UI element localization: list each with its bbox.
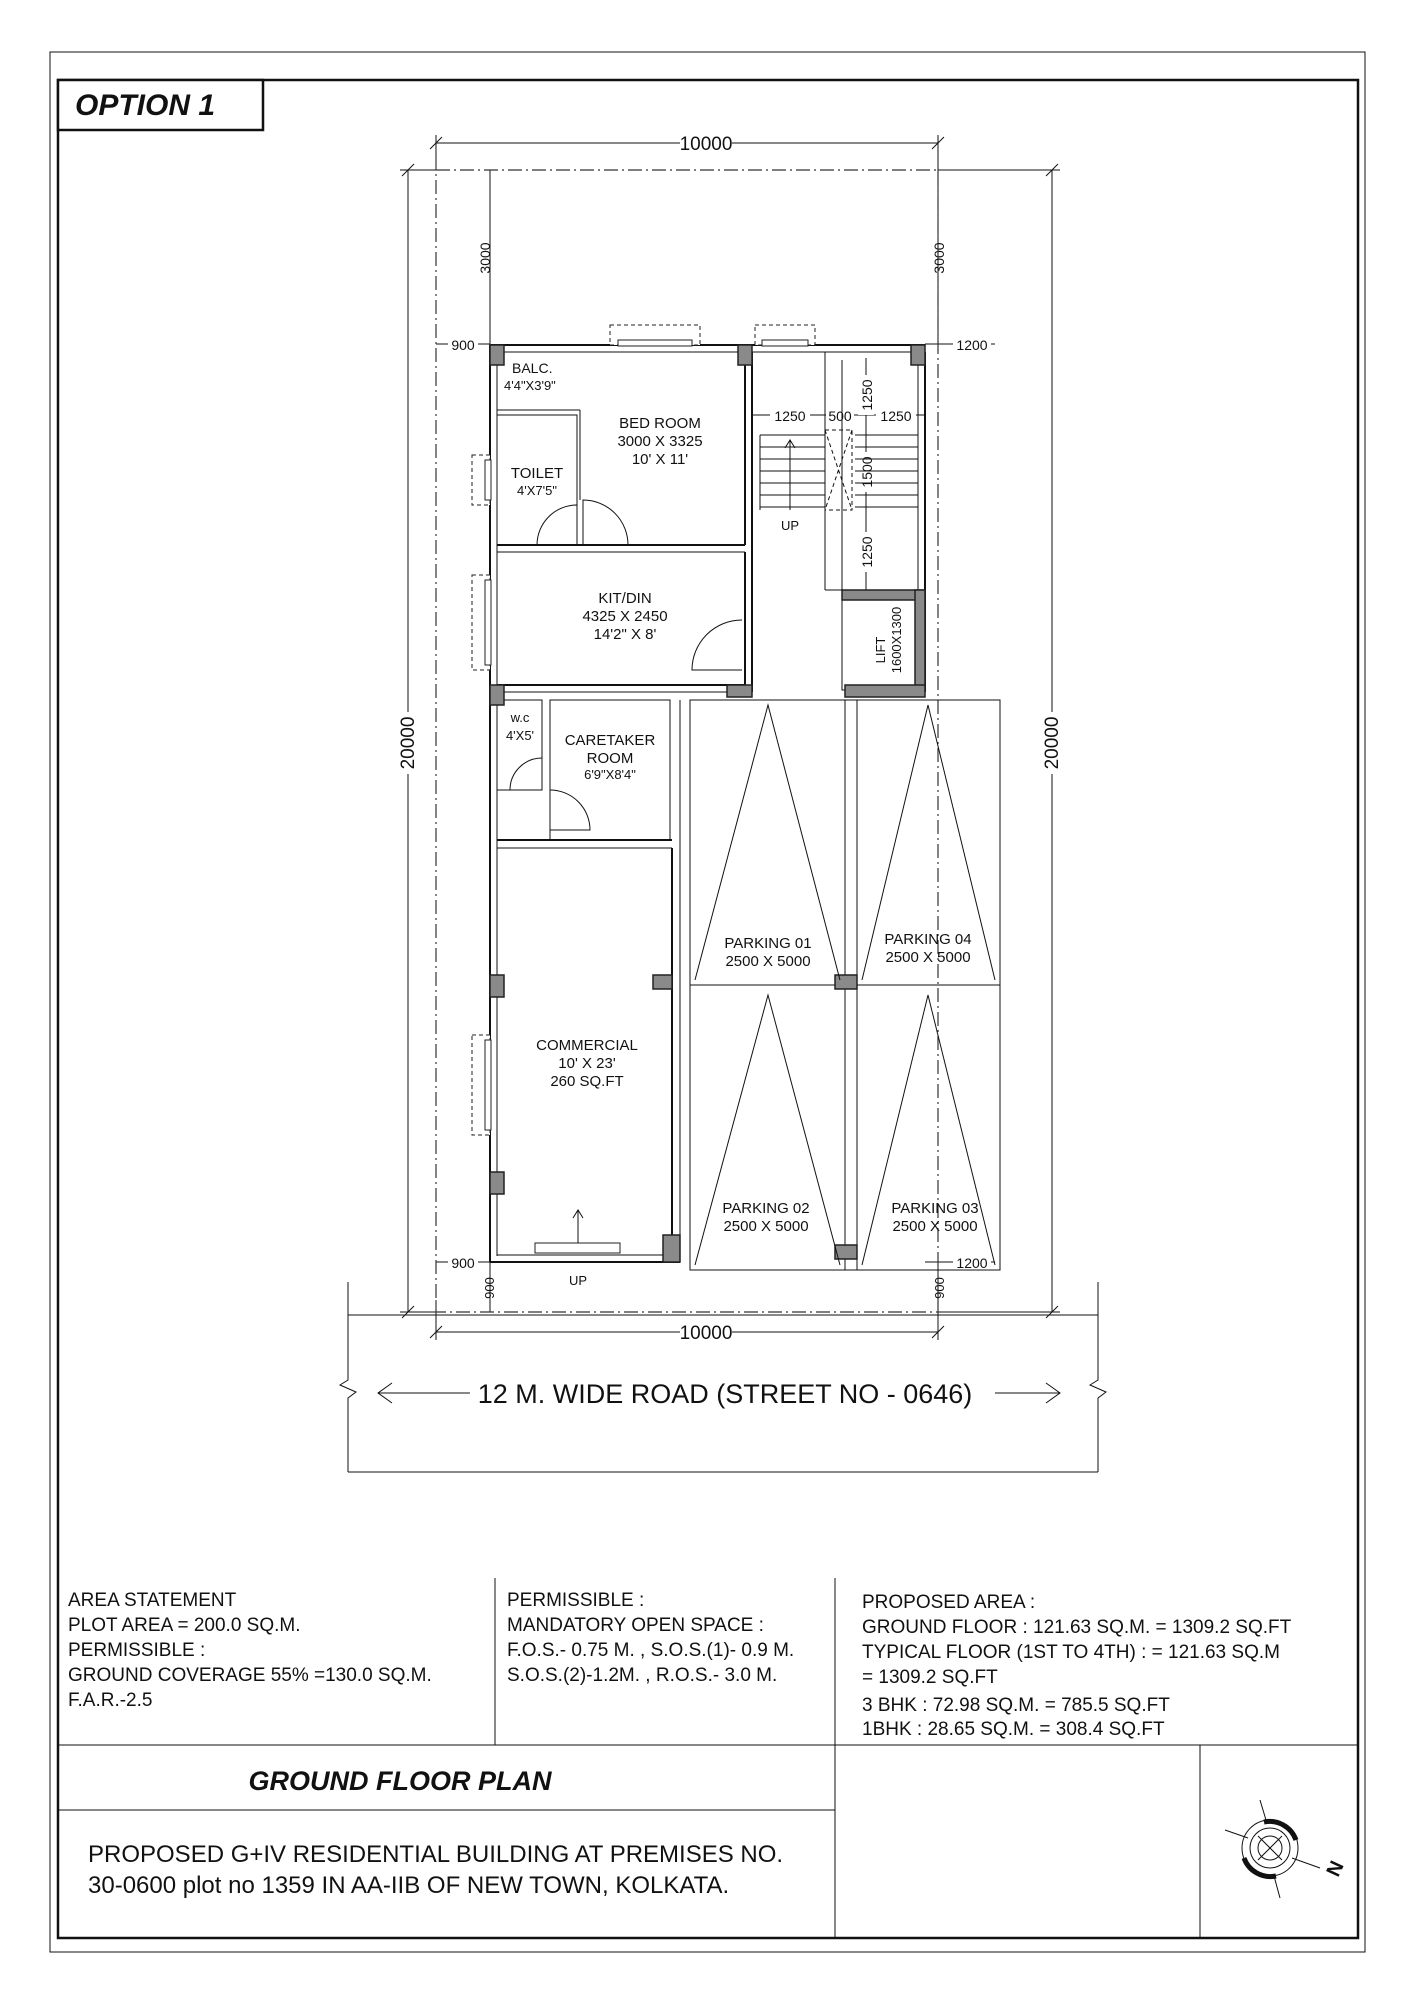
entry-up-label: UP: [568, 1273, 588, 1288]
dim-left-depth: 20000: [398, 716, 419, 770]
proposed-area-line-2: GROUND FLOOR : 121.63 SQ.M. = 1309.2 SQ.FT: [862, 1617, 1292, 1638]
bedroom-size-mm: 3000 X 3325: [617, 433, 703, 450]
staircase: [760, 360, 918, 590]
permissible-line-3: F.O.S.- 0.75 M. , S.O.S.(1)- 0.9 M.: [507, 1640, 795, 1661]
commercial-size: 10' X 23': [558, 1055, 616, 1072]
proposed-area-line-1: PROPOSED AREA :: [862, 1592, 1036, 1613]
option-label-box: [58, 80, 263, 130]
caretaker-label-2: ROOM: [586, 750, 634, 767]
project-line-1: PROPOSED G+IV RESIDENTIAL BUILDING AT PREMISES NO.: [88, 1841, 784, 1868]
permissible-line-4: S.O.S.(2)-1.2M. , R.O.S.- 3.0 M.: [507, 1665, 778, 1686]
commercial-area: 260 SQ.FT: [550, 1073, 624, 1090]
drawing-title: GROUND FLOOR PLAN: [248, 1766, 552, 1796]
proposed-area-line-6: 1BHK : 28.65 SQ.M. = 308.4 SQ.FT: [862, 1719, 1165, 1740]
parking-02-size: 2500 X 5000: [723, 1218, 809, 1235]
area-statement-line-2: PLOT AREA = 200.0 SQ.M.: [68, 1615, 301, 1636]
road: [340, 1282, 1106, 1472]
dimension-lines: [398, 132, 1063, 1344]
kitchen-size-mm: 4325 X 2450: [582, 608, 668, 625]
north-arrow-icon: [1225, 1800, 1349, 1898]
stair-up-label: UP: [780, 518, 800, 533]
dim-setback-right: 3000: [931, 242, 947, 274]
parking-01-label: PARKING 01: [724, 935, 812, 952]
dim-side-right-bottom: 1200: [956, 1255, 988, 1271]
proposed-area-line-4: = 1309.2 SQ.FT: [862, 1667, 998, 1688]
dim-stair-w2: 1250: [880, 408, 912, 424]
balcony-label: BALC.: [512, 360, 553, 376]
bedroom-label: BED ROOM: [619, 415, 701, 432]
kitchen-label: KIT/DIN: [598, 590, 652, 607]
caretaker-size: 6'9"X8'4": [584, 767, 636, 782]
area-statement-line-1: AREA STATEMENT: [68, 1590, 237, 1611]
building-walls: [490, 345, 1000, 1270]
room-labels: [504, 360, 979, 1288]
parking-03-size: 2500 X 5000: [892, 1218, 978, 1235]
toilet-label: TOILET: [510, 465, 564, 482]
parking-01-size: 2500 X 5000: [725, 953, 811, 970]
dim-stair-h3: 1250: [859, 536, 875, 568]
parking-04-size: 2500 X 5000: [885, 949, 971, 966]
area-statement-table: [58, 1578, 1358, 1938]
lift-size: 1600X1300: [889, 606, 904, 674]
option-label: OPTION 1: [75, 89, 216, 122]
dim-right-depth: 20000: [1042, 716, 1063, 770]
dim-stair-h1: 1250: [859, 379, 875, 411]
proposed-area-line-3: TYPICAL FLOOR (1ST TO 4TH) : = 121.63 SQ.M: [862, 1642, 1280, 1663]
dim-stair-h2: 1500: [859, 456, 875, 488]
proposed-area-line-5: 3 BHK : 72.98 SQ.M. = 785.5 SQ.FT: [862, 1695, 1170, 1716]
north-label: N: [1322, 1857, 1349, 1881]
dim-rear-left: 900: [482, 1277, 497, 1299]
dim-stair-gap: 500: [828, 408, 852, 424]
kitchen-size-ft: 14'2" X 8': [593, 626, 657, 643]
project-line-2: 30-0600 plot no 1359 IN AA-IIB OF NEW TOWN, KOLKATA.: [88, 1872, 730, 1899]
toilet-size: 4'X7'5": [517, 483, 557, 498]
permissible-line-2: MANDATORY OPEN SPACE :: [507, 1615, 764, 1636]
dim-bottom-width: 10000: [679, 1323, 733, 1344]
wc-label: w.c: [510, 710, 530, 725]
dim-side-left-top: 900: [451, 337, 475, 353]
dim-top-width: 10000: [679, 134, 733, 155]
commercial-label: COMMERCIAL: [536, 1037, 638, 1054]
area-statement-line-4: GROUND COVERAGE 55% =130.0 SQ.M.: [68, 1665, 432, 1686]
road-label: 12 M. WIDE ROAD (STREET NO - 0646): [477, 1379, 973, 1409]
parking-03-label: PARKING 03: [891, 1200, 979, 1217]
area-statement-line-3: PERMISSIBLE :: [68, 1640, 206, 1661]
dim-rear-right: 900: [932, 1277, 947, 1299]
dim-side-right-top: 1200: [956, 337, 988, 353]
parking-02-label: PARKING 02: [722, 1200, 810, 1217]
balcony-size: 4'4"X3'9": [504, 378, 556, 393]
dim-setback-left: 3000: [477, 242, 493, 274]
dim-side-left-bottom: 900: [451, 1255, 475, 1271]
bedroom-size-ft: 10' X 11': [631, 451, 689, 468]
permissible-line-1: PERMISSIBLE :: [507, 1590, 645, 1611]
area-statement-line-5: F.A.R.-2.5: [68, 1690, 153, 1711]
parking-04-label: PARKING 04: [884, 931, 972, 948]
lift-label: LIFT: [873, 636, 888, 664]
wc-size: 4'X5': [505, 728, 535, 743]
dim-stair-w1: 1250: [774, 408, 806, 424]
caretaker-label: CARETAKER: [564, 732, 656, 749]
